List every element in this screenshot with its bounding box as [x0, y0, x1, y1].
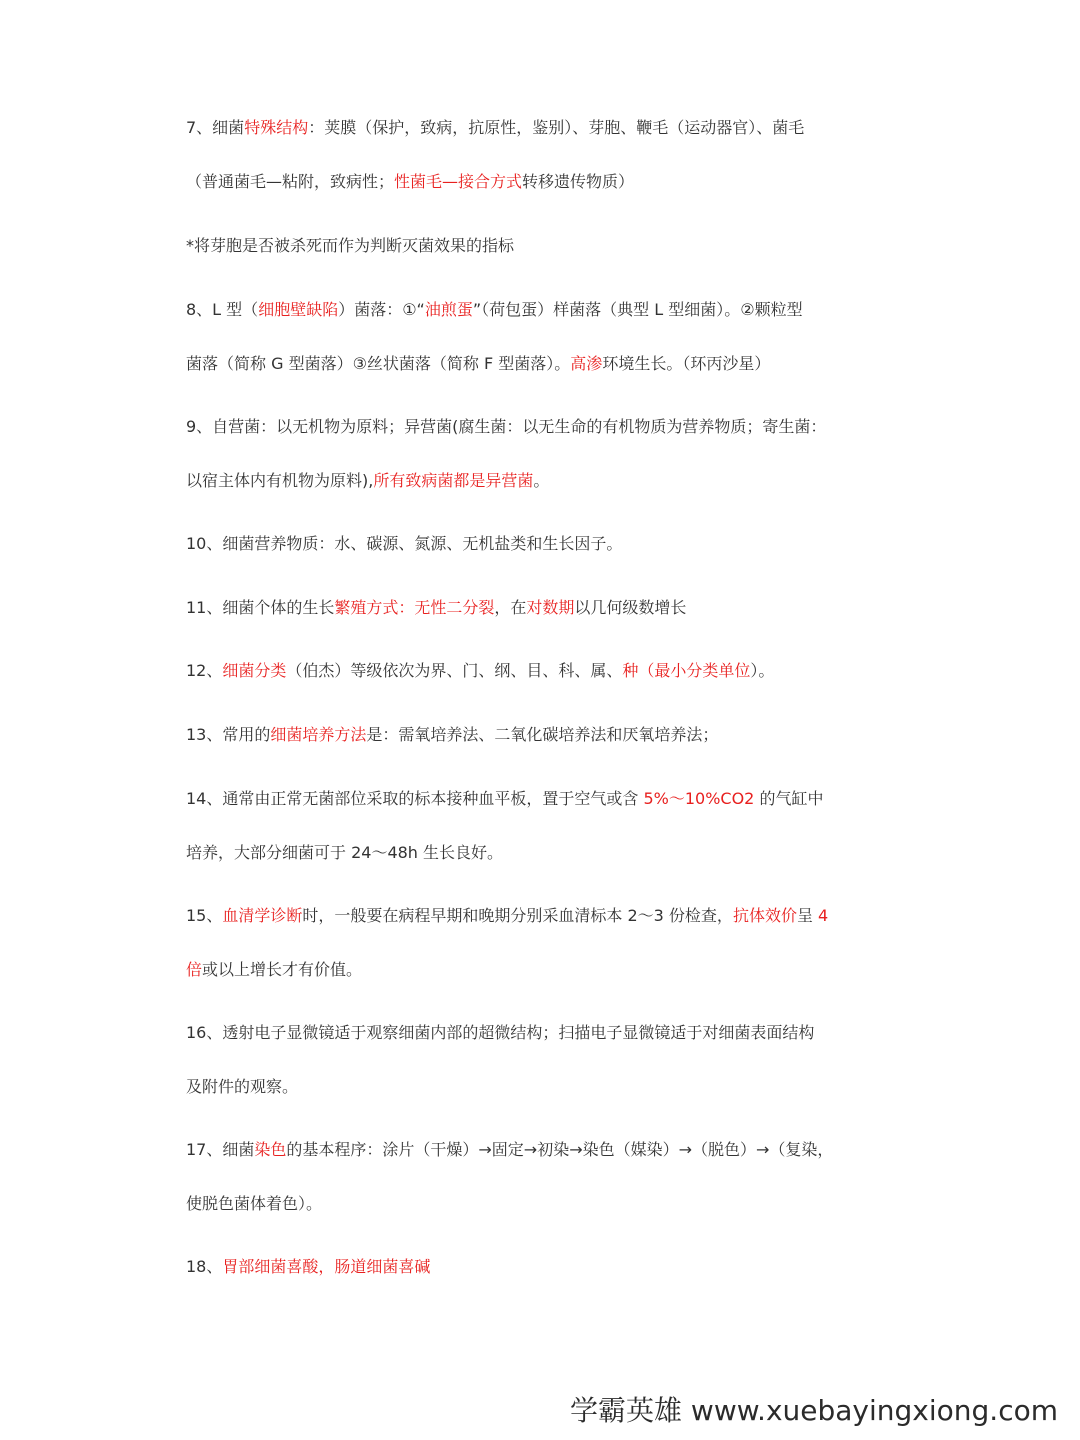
item-14-line-2: [186, 843, 906, 863]
item-13: [186, 725, 906, 745]
highlighted-text: 胃部细菌喜酸，肠道细菌喜碱: [222, 1257, 431, 1276]
item-17-line-2: [186, 1194, 906, 1214]
text-segment: 或以上增长才有价值。: [202, 960, 363, 979]
highlighted-text: 细菌分类: [222, 661, 287, 680]
text-segment: ”（荷包蛋）样菌落（典型 L 型细菌）。②颗粒型: [472, 300, 803, 319]
item-15-line-1: [186, 906, 906, 926]
text-segment: 11、细菌个体的生长: [186, 598, 335, 617]
highlighted-text: 对数期: [526, 598, 575, 617]
text-segment: 转移遗传物质）: [522, 172, 635, 191]
highlighted-text: 5%～10%CO2: [643, 789, 755, 808]
text-segment: 。: [533, 471, 550, 490]
item-14-line-1: [186, 789, 906, 809]
highlighted-text: 细菌培养方法: [270, 725, 367, 744]
text-segment: 7、细菌: [186, 118, 245, 137]
item-11: [186, 598, 906, 618]
text-segment: 的气缸中: [754, 789, 824, 808]
highlighted-text: 高渗: [570, 354, 603, 373]
text-segment: 13、常用的: [186, 725, 271, 744]
text-segment: 培养，大部分细菌可于 24～48h 生长良好。: [186, 843, 504, 862]
text-segment: 15、: [186, 906, 223, 925]
text-segment: 的基本程序：涂片（干燥）→固定→初染→染色（媒染）→（脱色）→（复染，: [286, 1140, 834, 1159]
item-15-line-2: [186, 960, 906, 980]
highlighted-text: 染色: [254, 1140, 287, 1159]
text-segment: 16、透射电子显微镜适于观察细菌内部的超微结构；扫描电子显微镜适于对细菌表面结构: [186, 1023, 815, 1042]
text-segment: ）。: [750, 661, 775, 680]
text-segment: （普通菌毛—粘附，致病性；: [186, 172, 395, 191]
text-segment: ：荚膜（保护，致病，抗原性，鉴别）、芽胞、鞭毛（运动器官）、菌毛: [308, 118, 805, 137]
item-16-line-2: [186, 1077, 906, 1097]
highlighted-text: 倍: [186, 960, 203, 979]
highlighted-text: 性菌毛—接合方式: [394, 172, 523, 191]
text-segment: 呈: [796, 906, 819, 925]
text-segment: 菌落（简称 G 型菌落）③丝状菌落（简称 F 型菌落）。: [186, 354, 571, 373]
text-segment: （伯杰）等级依次为界、门、纲、目、科、属、: [286, 661, 623, 680]
text-segment: 17、细菌: [186, 1140, 255, 1159]
text-segment: 以几何级数增长: [574, 598, 687, 617]
text-segment: 及附件的观察。: [186, 1077, 299, 1096]
highlighted-text: 血清学诊断: [222, 906, 303, 925]
highlighted-text: 特殊结构: [244, 118, 309, 137]
spore-note: [186, 236, 906, 256]
item-8-line-2: [186, 354, 906, 374]
item-9-line-2: [186, 471, 906, 491]
text-segment: *将芽胞是否被杀死而作为判断灭菌效果的指标: [186, 236, 515, 255]
item-16-line-1: [186, 1023, 906, 1043]
highlighted-text: 繁殖方式：无性二分裂: [334, 598, 495, 617]
text-segment: 环境生长。（环丙沙星）: [602, 354, 771, 373]
text-segment: 使脱色菌体着色）。: [186, 1194, 323, 1213]
text-segment: 以宿主体内有机物为原料),: [186, 471, 374, 490]
highlighted-text: 油煎蛋: [424, 300, 473, 319]
highlighted-text: 所有致病菌都是异营菌: [373, 471, 534, 490]
item-8-line-1: [186, 300, 906, 320]
text-segment: 12、: [186, 661, 223, 680]
text-segment: 是：需氧培养法、二氧化碳培养法和厌氧培养法；: [366, 725, 719, 744]
text-segment: 18、: [186, 1257, 223, 1276]
text-segment: 14、通常由正常无菌部位采取的标本接种血平板，置于空气或含: [186, 789, 644, 808]
watermark: 学霸英雄 www.xuebayingxiong.com: [570, 1394, 1058, 1427]
item-9-line-1: [186, 417, 906, 437]
text-segment: 9、自营菌：以无机物为原料；异营菌(腐生菌：以无生命的有机物质为营养物质；寄生菌：: [186, 417, 827, 436]
item-10: [186, 534, 906, 554]
text-segment: ，在: [494, 598, 527, 617]
item-7-line-2: [186, 172, 906, 192]
highlighted-text: 4: [818, 906, 829, 925]
text-segment: ）菌落：①“: [338, 300, 425, 319]
item-7-line-1: [186, 118, 906, 138]
item-18: [186, 1257, 906, 1277]
highlighted-text: 抗体效价: [732, 906, 797, 925]
text-segment: 时，一般要在病程早期和晚期分别采血清标本 2～3 份检查，: [302, 906, 733, 925]
highlighted-text: 细胞壁缺陷: [258, 300, 339, 319]
text-segment: 10、细菌营养物质：水、碳源、氮源、无机盐类和生长因子。: [186, 534, 623, 553]
highlighted-text: 种（最小分类单位: [622, 661, 751, 680]
item-12: [186, 661, 906, 681]
text-segment: 8、L 型（: [186, 300, 259, 319]
item-17-line-1: [186, 1140, 906, 1160]
